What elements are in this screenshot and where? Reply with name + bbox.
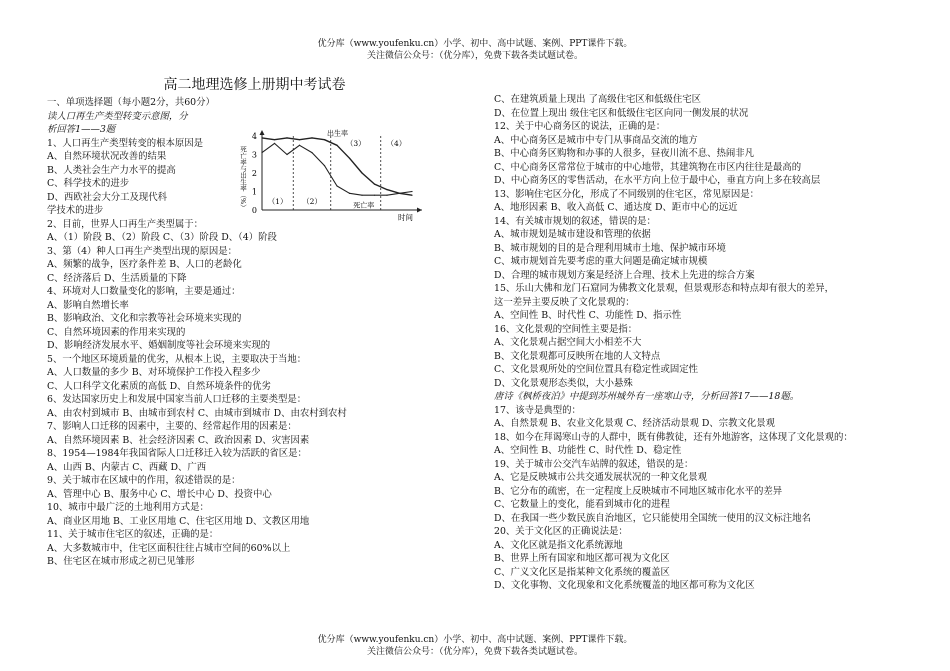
series-point <box>324 165 325 166</box>
right-line: A、文化景观占据空间大小相差不大 <box>494 337 642 348</box>
right-line: D、在位置上现出 级住宅区和低级住宅区向同一侧发展的状况 <box>494 107 749 119</box>
y-tick-label: 3 <box>251 150 257 160</box>
right-line: 20、关于文化区的正确说法是： <box>494 526 628 537</box>
left-line: 一、单项选择题（每小题2分，共60分） <box>47 97 215 108</box>
left-line: A、频繁的战争，医疗条件差 B、人口的老龄化 <box>47 259 242 270</box>
right-line: A、文化区就是指文化系统源地 <box>494 539 623 551</box>
series-point <box>336 145 337 146</box>
series-point <box>311 152 312 153</box>
y-tick-label: 2 <box>251 169 257 178</box>
right-line: 唐诗《枫桥夜泊》中提到苏州城外有一座寒山寺，分析回答17——18题。 <box>494 391 800 402</box>
left-line: A、自然环境状况改善的结果 <box>47 151 167 162</box>
left-line: 读人口再生产类型转变示意图，分 <box>47 110 188 122</box>
header-line-2: 关注微信公众号：（优分库），免费下载各类试题试卷。 <box>366 51 583 61</box>
right-line: A、城市规划是城市建设和管理的依据 <box>494 229 651 240</box>
right-line: C、文化景观所处的空间位置具有稳定性或固定性 <box>494 364 699 375</box>
left-line: 4、环境对人口数量变化的影响，主要是通过： <box>47 286 241 297</box>
right-line: A、地形因素 B、收入高低 C、通达度 D、距市中心的远近 <box>494 202 738 213</box>
right-line: D、中心商务区的零售活动，在水平方向上位于最中心，垂直方向上多在较高层 <box>494 175 821 186</box>
y-axis-label: 死亡率与出生率（%） <box>239 146 247 211</box>
series-point <box>299 139 300 140</box>
left-line: D、西欧社会大分工及现代科 <box>47 191 168 203</box>
left-line: A、影响自然增长率 <box>47 299 129 311</box>
left-line: D、影响经济发展水平、婚姻制度等社会环境来实现的 <box>47 340 271 351</box>
header-line-1: 优分库（www.youfenku.cn）小学、初中、高中试题、案例、PPT课件下载。 <box>317 39 633 49</box>
left-line: A、自然环境因素 B、社会经济因素 C、政治因素 D、灾害因素 <box>47 434 310 446</box>
right-line: D、在我国一些少数民族自治地区，它只能使用全国统一使用的汉文标注地名 <box>494 512 811 524</box>
population-reproduction-chart <box>235 128 435 228</box>
series-point <box>274 139 275 140</box>
right-line: A、中心商务区是城市中专门从事商品交流的地方 <box>494 134 698 146</box>
series-point <box>411 195 412 196</box>
page-title: 高二地理选修上册期中考试卷 <box>163 77 346 93</box>
right-line: C、中心商务区常常位于城市的中心地带，其建筑物在市区内往往是最高的 <box>494 161 802 173</box>
series-point <box>386 195 387 196</box>
series-point <box>311 137 312 138</box>
right-line: 18、如今在拜谒寒山寺的人群中，既有佛教徒，还有外地游客，这体现了文化景观的： <box>494 431 853 443</box>
stage-label: （4） <box>386 139 407 148</box>
left-line: A、大多数城市中，住宅区面积往往占城市空间的60%以上 <box>47 542 291 554</box>
left-line: 10、城市中最广泛的土地利用方式是： <box>47 502 209 513</box>
stage-label: （3） <box>345 139 366 148</box>
series-point <box>286 154 287 155</box>
right-line: A、空间性 B、时代性 C、功能性 D、指示性 <box>494 310 682 321</box>
left-line: A、（1）阶段 B、（2）阶段 C、（3）阶段 D、（4）阶段 <box>47 232 277 243</box>
left-line: A、山西 B、内蒙古 C、西藏 D、广西 <box>47 461 207 473</box>
x-axis-label: 时间 <box>398 213 413 222</box>
chart-labels <box>239 129 413 222</box>
left-line: 析回答1——3题 <box>47 124 116 135</box>
series-point <box>261 152 262 153</box>
left-line: B、人类社会生产力水平的提高 <box>47 164 176 176</box>
left-line: 8、1954—1984年我国省际人口迁移迁入较为活跃的省区是： <box>47 448 307 459</box>
left-line: 9、关于城市在区域中的作用，叙述错误的是： <box>47 475 241 486</box>
series-point <box>399 193 400 194</box>
footer-line-1: 优分库（www.youfenku.cn）小学、初中、高中试题、案例、PPT课件下载。 <box>317 635 633 645</box>
stage-label: （1） <box>267 197 288 206</box>
left-line: C、经济落后 D、生活质量的下降 <box>47 272 187 284</box>
series-label: 出生率 <box>327 129 348 138</box>
left-line: 6、发达国家历史上和发展中国家当前人口迁移的主要类型是： <box>47 394 307 405</box>
left-line: 3、第（4）种人口再生产类型出现的原因是： <box>47 245 238 257</box>
page-footer <box>0 634 950 658</box>
series-line-1 <box>262 143 412 195</box>
y-tick-label: 4 <box>251 132 257 141</box>
series-point <box>324 139 325 140</box>
right-line: A、它是反映城市公共交通发展状况的一种文化景观 <box>494 472 708 483</box>
left-line: 7、影响人口迁移的因素中，主要的、经常起作用的因素是： <box>47 421 297 432</box>
right-line: C、在建筑质量上现出 了高级住宅区和低级住宅区 <box>494 94 702 105</box>
series-point <box>286 137 287 138</box>
y-tick-label: 1 <box>251 187 257 197</box>
right-line: 这一差异主要反映了文化景观的： <box>494 296 635 308</box>
right-line: 13、影响住宅区分化，形成了不同级别的住宅区，常见原因是： <box>494 188 760 200</box>
left-line: 11、关于城市住宅区的叙述，正确的是： <box>47 529 219 540</box>
series-point <box>274 143 275 144</box>
right-line: B、它分布的疏密，在一定程度上反映城市不同地区城市化水平的差异 <box>494 485 783 497</box>
left-line: 2、目前，世界人口再生产类型属于： <box>47 218 203 230</box>
right-line: D、文化事物、文化现象和文化系统覆盖的地区都可称为文化区 <box>494 580 755 591</box>
series-label: 死亡率 <box>353 201 375 210</box>
series-point <box>349 158 350 159</box>
right-line: B、世界上所有国家和地区都可视为文化区 <box>494 553 670 564</box>
series-point <box>386 189 387 190</box>
right-line: C、广义文化区是指某种文化系统的覆盖区 <box>494 566 670 578</box>
left-line: 1、人口再生产类型转变的根本原因是 <box>47 137 203 149</box>
left-line: C、科学技术的进步 <box>47 178 130 189</box>
right-line: B、城市规划的目的是合理利用城市土地、保护城市环境 <box>494 242 726 254</box>
series-point <box>374 184 375 185</box>
right-column <box>494 93 914 593</box>
series-point <box>361 195 362 196</box>
right-line: B、中心商务区购物和办事的人很多，昼夜川流不息、热闹非凡 <box>494 148 755 159</box>
right-line: A、空间性 B、功能性 C、时代性 D、稳定性 <box>494 445 682 456</box>
right-line: 19、关于城市公交汽车站牌的叙述，错误的是： <box>494 458 694 470</box>
left-line: A、由农村到城市 B、由城市到农村 C、由城市到城市 D、由农村到农村 <box>47 407 347 419</box>
stage-label: （2） <box>302 197 322 206</box>
right-line: D、文化景观形态类似，大小悬殊 <box>494 377 633 389</box>
left-line: C、人口科学文化素质的高低 D、自然环境条件的优劣 <box>47 380 271 392</box>
y-axis-arrow <box>260 130 265 135</box>
footer-line-2: 关注微信公众号：（优分库），免费下载各类试题试卷。 <box>366 647 583 657</box>
series-point <box>361 172 362 173</box>
right-line: 17、该寺是典型的： <box>494 404 581 416</box>
left-line: A、商业区用地 B、工业区用地 C、住宅区用地 D、文教区用地 <box>47 515 310 527</box>
right-line: B、文化景观都可反映所在地的人文特点 <box>494 350 661 362</box>
right-line: A、自然景观 B、农业文化景观 C、经济活动景观 D、宗教文化景观 <box>494 418 776 429</box>
right-line: 16、文化景观的空间性主要是指： <box>494 323 638 335</box>
right-line: C、城市规划首先要考虑的重大问题是确定城市规模 <box>494 256 708 267</box>
series-point <box>261 137 262 138</box>
series-point <box>299 145 300 146</box>
series-point <box>411 191 412 192</box>
left-line: B、住宅区在城市形成之初已见雏形 <box>47 556 195 567</box>
left-line: A、管理中心 B、服务中心 C、增长中心 D、投资中心 <box>47 488 272 500</box>
series-point <box>336 185 337 186</box>
right-question-list <box>494 93 914 593</box>
right-line: C、它数量上的变化，能看到城市化的进程 <box>494 499 670 510</box>
right-line: 12、关于中心商务区的说法，正确的是： <box>494 121 666 132</box>
right-line: D、合理的城市规划方案是经济上合理、技术上先进的综合方案 <box>494 269 755 281</box>
x-axis-arrow <box>417 208 422 213</box>
left-line: C、自然环境因素的作用来实现的 <box>47 326 186 338</box>
page-header <box>0 38 950 62</box>
left-line: B、影响政治、文化和宗教等社会环境来实现的 <box>47 313 242 324</box>
right-line: 15、乐山大佛和龙门石窟同为佛教文化景观，但景观形态和特点却有很大的差异， <box>494 283 835 294</box>
left-line: A、人口数量的多少 B、对环境保护工作投入程多少 <box>47 367 261 378</box>
left-line: 学技术的进步 <box>47 205 104 216</box>
left-line: 5、一个地区环境质量的优劣，从根本上说，主要取决于当地： <box>47 353 307 365</box>
series-point <box>374 195 375 196</box>
y-tick-label: 0 <box>251 206 257 215</box>
right-line: 14、有关城市规划的叙述，错误的是： <box>494 215 656 227</box>
series-point <box>349 193 350 194</box>
